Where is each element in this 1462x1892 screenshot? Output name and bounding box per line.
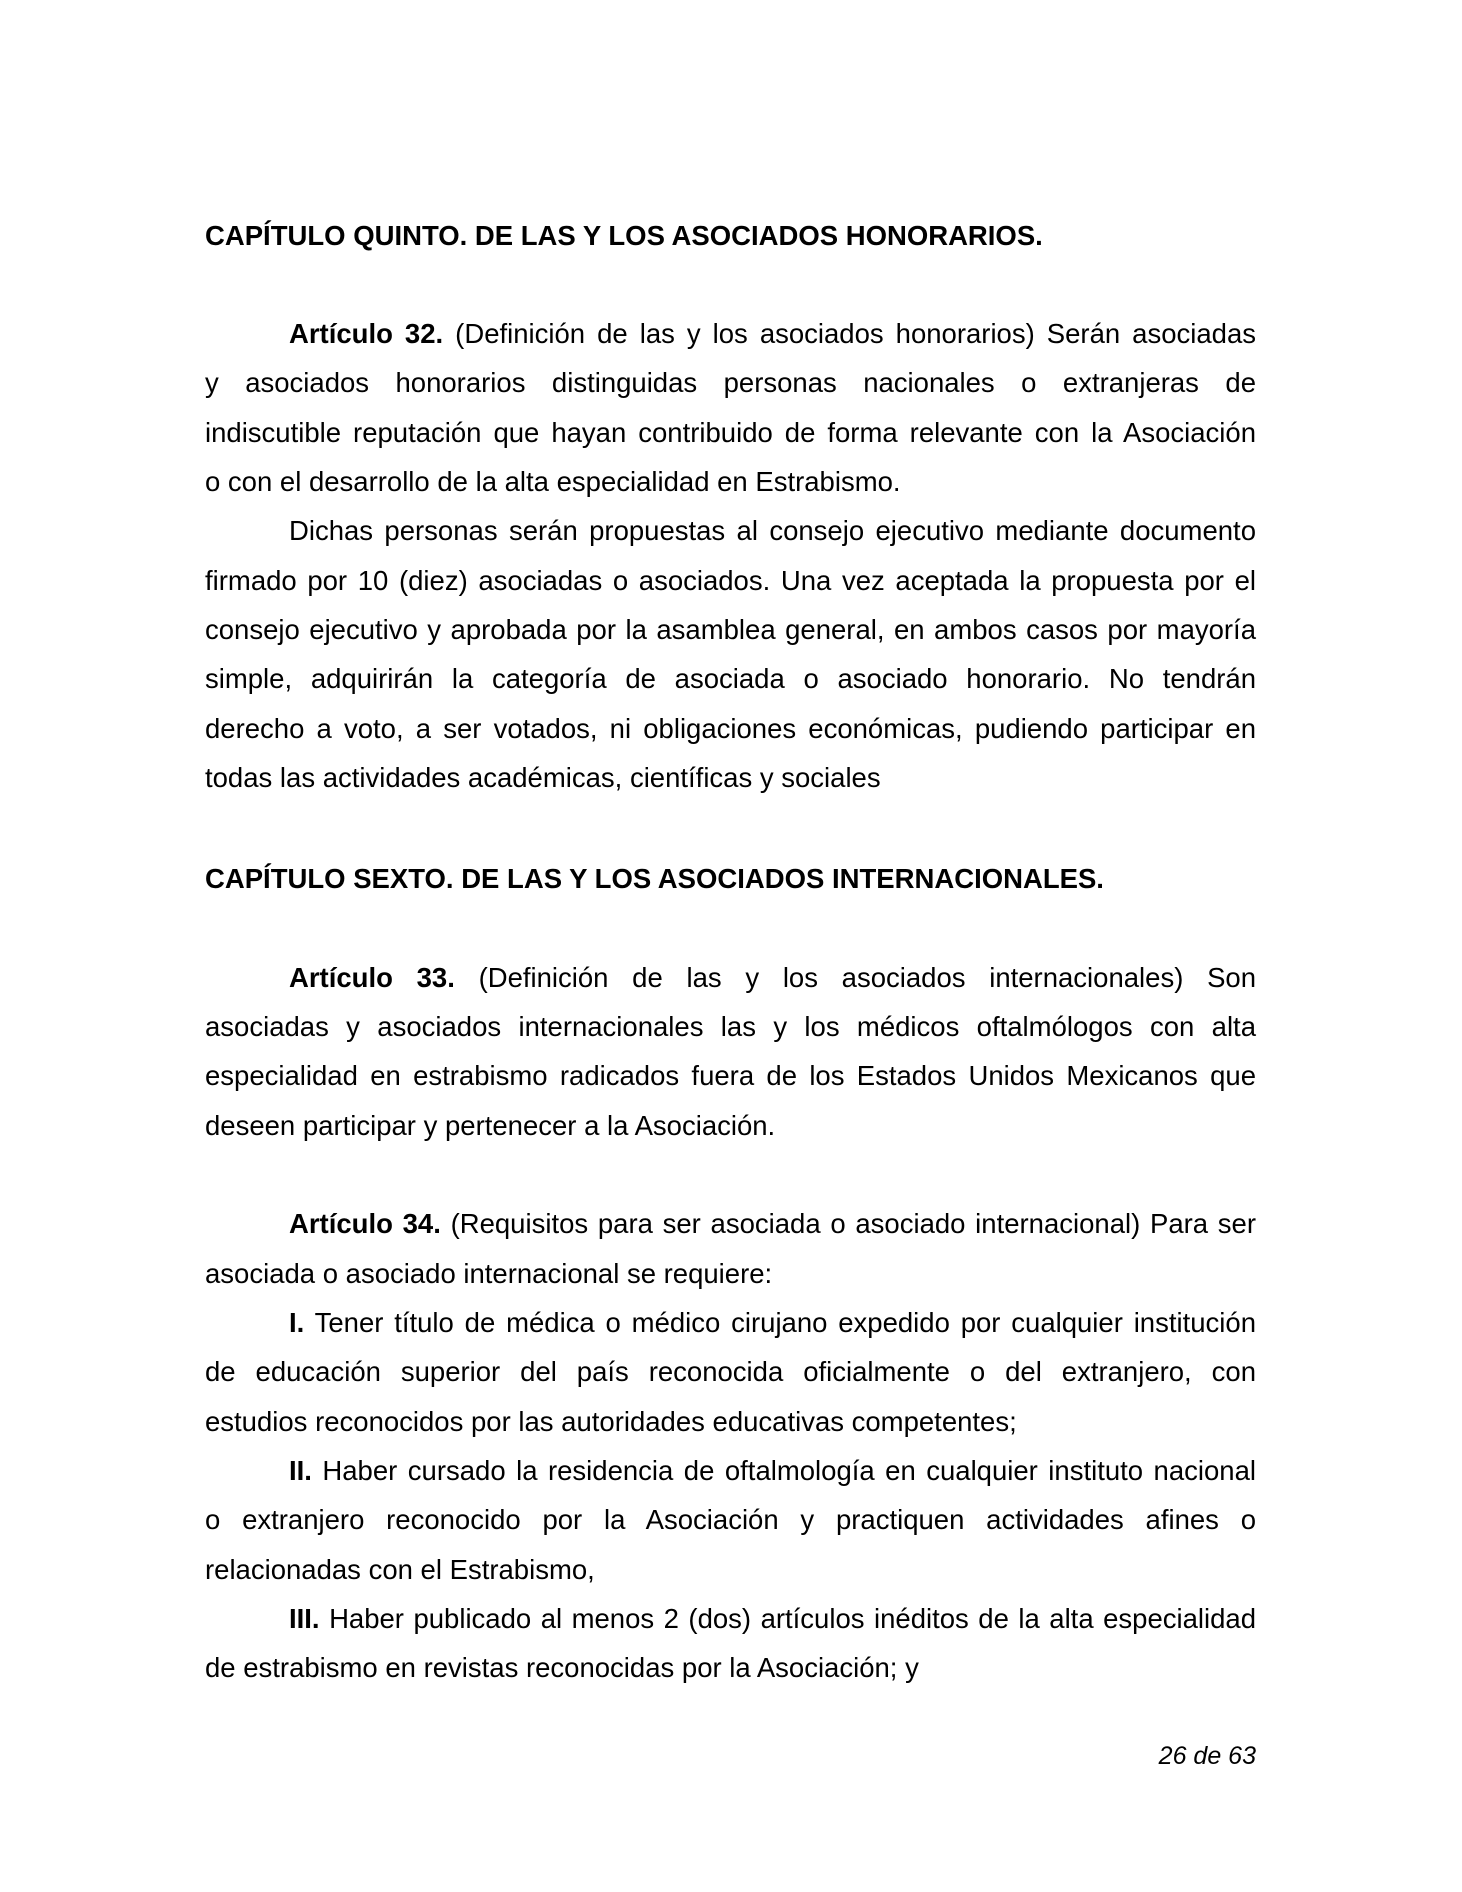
article-32-line-3: indiscutible reputación que hayan contribuido de forma relevante con la Asociación	[205, 417, 1256, 448]
article-34-item-iii-line-1: III. Haber publicado al menos 2 (dos) artículos inéditos de la alta especialidad	[289, 1603, 1256, 1634]
article-33-line-3: especialidad en estrabismo radicados fuera de los Estados Unidos Mexicanos que	[205, 1060, 1256, 1091]
article-32-p2-line-4: simple, adquirirán la categoría de asociada o asociado honorario. No tendrán	[205, 663, 1256, 694]
article-32-p2-line-6: todas las actividades académicas, científicas y sociales	[205, 762, 881, 793]
article-33-line-1: Artículo 33. (Definición de las y los asociados internacionales) Son	[289, 962, 1257, 993]
chapter-heading-quinto: CAPÍTULO QUINTO. DE LAS Y LOS ASOCIADOS HONORARIOS.	[205, 220, 1043, 251]
article-33-line-4: deseen participar y pertenecer a la Asociación.	[205, 1110, 776, 1141]
article-32-line-4: o con el desarrollo de la alta especialidad en Estrabismo.	[205, 466, 901, 497]
article-34-line-1: Artículo 34. (Requisitos para ser asociada o asociado internacional) Para ser	[289, 1208, 1256, 1239]
article-32-line-2: y asociados honorarios distinguidas personas nacionales o extranjeras de	[205, 367, 1256, 398]
item-numeral: II.	[289, 1455, 312, 1486]
article-33-line-2: asociadas y asociados internacionales las y los médicos oftalmólogos con alta	[205, 1011, 1256, 1042]
article-34-line-2: asociada o asociado internacional se requiere:	[205, 1258, 773, 1289]
article-34-item-ii-line-3: relacionadas con el Estrabismo,	[205, 1554, 595, 1585]
article-label: Artículo 34.	[289, 1208, 441, 1239]
article-label: Artículo 33.	[289, 962, 455, 993]
item-numeral: I.	[289, 1307, 305, 1338]
article-label: Artículo 32.	[289, 318, 444, 349]
article-34-item-ii-line-2: o extranjero reconocido por la Asociación y practiquen actividades afines o	[205, 1504, 1256, 1535]
article-32-p2-line-2: firmado por 10 (diez) asociadas o asociados. Una vez aceptada la propuesta por el	[205, 565, 1256, 596]
article-32-p2-line-1: Dichas personas serán propuestas al consejo ejecutivo mediante documento	[289, 515, 1256, 546]
article-34-item-i-line-1: I. Tener título de médica o médico cirujano expedido por cualquier institución	[289, 1307, 1256, 1338]
article-34-item-i-line-2: de educación superior del país reconocida oficialmente o del extranjero, con	[205, 1356, 1256, 1387]
article-32-line-1: Artículo 32. (Definición de las y los asociados honorarios) Serán asociadas	[289, 318, 1257, 349]
article-34-item-i-line-3: estudios reconocidos por las autoridades educativas competentes;	[205, 1406, 1017, 1437]
page-number: 26 de 63	[1158, 1742, 1256, 1770]
article-32-p2-line-5: derecho a voto, a ser votados, ni obligaciones económicas, pudiendo participar en	[205, 713, 1256, 744]
chapter-heading-sexto: CAPÍTULO SEXTO. DE LAS Y LOS ASOCIADOS INTERNACIONALES.	[205, 863, 1104, 894]
article-34-item-ii-line-1: II. Haber cursado la residencia de oftalmología en cualquier instituto nacional	[289, 1455, 1256, 1486]
item-numeral: III.	[289, 1603, 320, 1634]
article-32-p2-line-3: consejo ejecutivo y aprobada por la asamblea general, en ambos casos por mayoría	[205, 614, 1256, 645]
article-34-item-iii-line-2: de estrabismo en revistas reconocidas por la Asociación; y	[205, 1652, 919, 1683]
